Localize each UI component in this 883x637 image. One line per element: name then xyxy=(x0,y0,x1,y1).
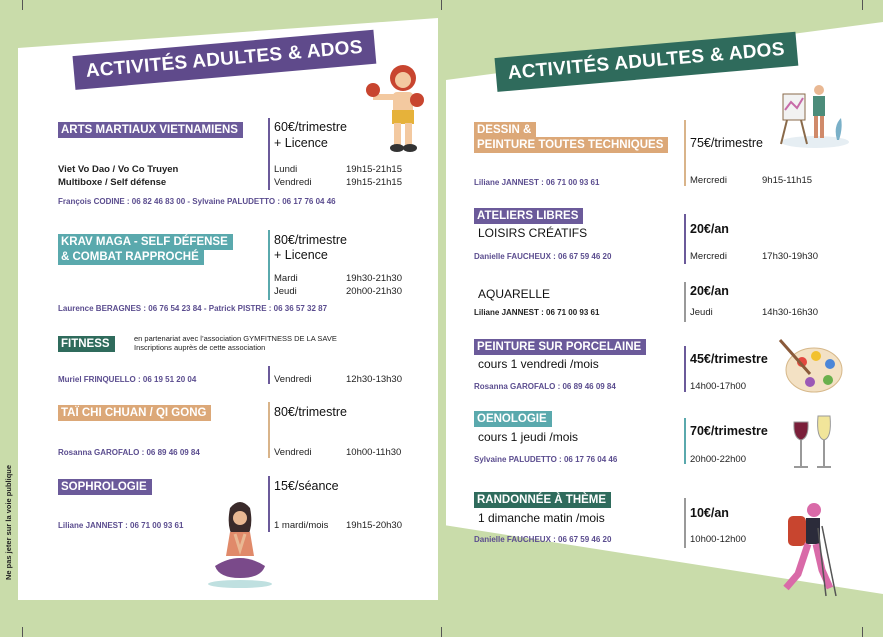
divider xyxy=(268,118,270,190)
fitness-note-1: en partenariat avec l’association GYMFITNESS DE LA SAVE xyxy=(134,334,337,343)
rando-sub: 1 dimanche matin /mois xyxy=(478,511,605,525)
divider xyxy=(684,214,686,264)
crop-mark xyxy=(22,627,23,637)
ateliers-time: 17h30-19h30 xyxy=(762,251,818,262)
label-sophrologie: SOPHROLOGIE xyxy=(58,479,152,495)
hiker-illustration xyxy=(778,500,840,600)
taichi-day: Vendredi xyxy=(274,447,312,458)
ateliers-contact: Danielle FAUCHEUX : 06 67 59 46 20 xyxy=(474,252,612,261)
ateliers-price: 20€/an xyxy=(690,222,729,236)
divider xyxy=(684,498,686,548)
divider xyxy=(684,346,686,392)
porcelaine-time: 14h00-17h00 xyxy=(690,381,746,392)
krav-price: 80€/trimestre xyxy=(274,233,347,247)
krav-contact: Laurence BERAGNES : 06 76 54 23 84 - Patrick PISTRE : 06 36 57 32 87 xyxy=(58,304,328,313)
label-krav-maga-2: & COMBAT RAPPROCHÉ xyxy=(58,249,204,265)
fitness-contact: Muriel FRINQUELLO : 06 19 51 20 04 xyxy=(58,375,197,384)
vertical-notice: Ne pas jeter sur la voie publique xyxy=(4,464,13,580)
krav-time-1: 19h30-21h30 xyxy=(346,273,402,284)
label-peinture-techniques: PEINTURE TOUTES TECHNIQUES xyxy=(474,137,668,153)
arts-licence: + Licence xyxy=(274,136,328,150)
right-page-title: ACTIVITÉS ADULTES & ADOS xyxy=(495,32,799,92)
aquarelle-contact: Liliane JANNEST : 06 71 00 93 61 xyxy=(474,308,600,317)
crop-mark xyxy=(862,0,863,10)
crop-mark xyxy=(862,627,863,637)
label-fitness: FITNESS xyxy=(58,336,115,352)
wine-glasses-illustration xyxy=(790,412,838,472)
dessin-price: 75€/trimestre xyxy=(690,136,763,150)
painter-illustration xyxy=(775,80,850,150)
porcelaine-price: 45€/trimestre xyxy=(690,352,768,366)
palette-illustration xyxy=(776,336,844,398)
aquarelle-day: Jeudi xyxy=(690,307,713,318)
label-aquarelle: AQUARELLE xyxy=(478,287,551,301)
arts-time-1: 19h15-21h15 xyxy=(346,164,402,175)
label-tai-chi: TAÏ CHI CHUAN / QI GONG xyxy=(58,405,211,421)
krav-licence: + Licence xyxy=(274,248,328,262)
arts-time-2: 19h15-21h15 xyxy=(346,177,402,188)
label-porcelaine: PEINTURE SUR PORCELAINE xyxy=(474,339,646,355)
meditation-illustration xyxy=(205,500,275,590)
ateliers-day: Mercredi xyxy=(690,251,727,262)
divider xyxy=(684,120,686,186)
dessin-time: 9h15-11h15 xyxy=(762,175,813,186)
fitness-day: Vendredi xyxy=(274,374,312,385)
crop-mark xyxy=(441,627,442,637)
krav-day-1: Mardi xyxy=(274,273,298,284)
divider xyxy=(684,282,686,322)
taichi-price: 80€/trimestre xyxy=(274,405,347,419)
divider xyxy=(268,402,270,458)
ateliers-sub: LOISIRS CRÉATIFS xyxy=(478,226,588,240)
rando-contact: Danielle FAUCHEUX : 06 67 59 46 20 xyxy=(474,535,612,544)
porcelaine-contact: Rosanna GAROFALO : 06 89 46 09 84 xyxy=(474,382,616,391)
sophro-contact: Liliane JANNEST : 06 71 00 93 61 xyxy=(58,521,184,530)
dessin-day: Mercredi xyxy=(690,175,727,186)
crop-mark xyxy=(22,0,23,10)
label-krav-maga-1: KRAV MAGA - SELF DÉFENSE xyxy=(58,234,233,250)
arts-price: 60€/trimestre xyxy=(274,120,347,134)
rando-price: 10€/an xyxy=(690,506,729,520)
oeno-sub: cours 1 jeudi /mois xyxy=(478,430,579,444)
label-arts-martiaux: ARTS MARTIAUX VIETNAMIENS xyxy=(58,122,243,138)
krav-time-2: 20h00-21h30 xyxy=(346,286,402,297)
sophro-price: 15€/séance xyxy=(274,479,339,493)
arts-day-1: Lundi xyxy=(274,164,298,175)
divider xyxy=(684,418,686,464)
krav-day-2: Jeudi xyxy=(274,286,297,297)
crop-mark xyxy=(441,0,442,10)
divider xyxy=(268,366,270,384)
sophro-day: 1 mardi/mois xyxy=(274,520,329,531)
label-randonnee: RANDONNÉE À THÈME xyxy=(474,492,611,508)
arts-disciplines-2: Multiboxe / Self défense xyxy=(58,177,167,188)
boxer-illustration xyxy=(365,60,435,155)
aquarelle-price: 20€/an xyxy=(690,284,729,298)
oeno-price: 70€/trimestre xyxy=(690,424,768,438)
label-oenologie: OENOLOGIE xyxy=(474,411,552,427)
porcelaine-sub: cours 1 vendredi /mois xyxy=(478,357,599,371)
dessin-contact: Liliane JANNEST : 06 71 00 93 61 xyxy=(474,178,600,187)
taichi-contact: Rosanna GAROFALO : 06 89 46 09 84 xyxy=(58,448,200,457)
arts-day-2: Vendredi xyxy=(274,177,312,188)
left-page-title: ACTIVITÉS ADULTES & ADOS xyxy=(73,30,377,90)
oeno-time: 20h00-22h00 xyxy=(690,454,746,465)
arts-disciplines-1: Viet Vo Dao / Vo Co Truyen xyxy=(58,164,179,175)
arts-contact: François CODINE : 06 82 46 83 00 - Sylvaine PALUDETTO : 06 17 76 04 46 xyxy=(58,197,336,206)
fitness-note-2: Inscriptions auprès de cette association xyxy=(134,343,266,352)
divider xyxy=(268,230,270,300)
taichi-time: 10h00-11h30 xyxy=(346,447,402,458)
rando-time: 10h00-12h00 xyxy=(690,534,746,545)
label-dessin: DESSIN & xyxy=(474,122,536,138)
aquarelle-time: 14h30-16h30 xyxy=(762,307,818,318)
fitness-time: 12h30-13h30 xyxy=(346,374,402,385)
oeno-contact: Sylvaine PALUDETTO : 06 17 76 04 46 xyxy=(474,455,618,464)
sophro-time: 19h15-20h30 xyxy=(346,520,402,531)
label-ateliers-libres: ATELIERS LIBRES xyxy=(474,208,583,224)
